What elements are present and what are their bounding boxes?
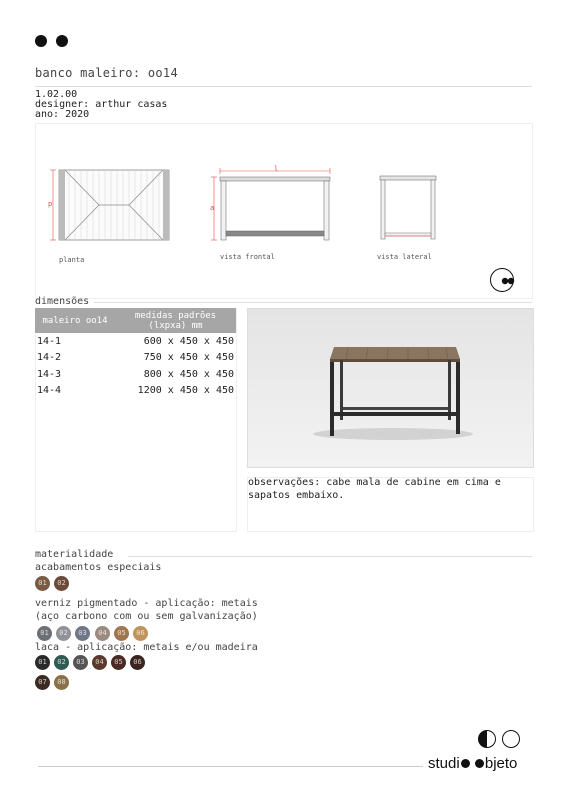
swatch-lacquer-02: 02	[54, 655, 69, 670]
brand-dot-2-icon	[475, 759, 484, 768]
materials-label: materialidade	[35, 549, 114, 560]
material-group-varnish-title-2: (aço carbono com ou sem galvanização)	[35, 611, 258, 622]
row-code: 14-2	[37, 352, 62, 364]
brand-word-part1: studi	[428, 755, 460, 772]
brand-wordmark	[428, 755, 517, 772]
swatch-lacquer-01: 01	[35, 655, 50, 670]
swatch-lacquer-05: 05	[111, 655, 126, 670]
header-size-line2: (lxpxa) mm	[148, 320, 203, 331]
swatch-varnish-01: 01	[37, 626, 52, 641]
page-title: banco maleiro: oo14	[35, 66, 178, 80]
table-row	[35, 383, 236, 400]
bench-image	[248, 309, 533, 467]
year-line: ano: 2020	[35, 109, 90, 120]
brand-word-part2: bjeto	[484, 755, 518, 772]
observations-text: observações: cabe mala de cabine em cima e sapatos embaixo.	[248, 477, 501, 501]
swatch-varnish-06: 06	[133, 626, 148, 641]
title-divider	[35, 86, 532, 87]
plan-drawing	[44, 165, 174, 245]
row-code: 14-3	[37, 368, 62, 380]
dim-label-a: a	[210, 204, 215, 212]
designer-line: designer: arthur casas	[35, 99, 168, 110]
dim-label-p: p	[48, 200, 53, 208]
swatch-varnish-05: 05	[114, 626, 129, 641]
swatch-varnish-02: 02	[56, 626, 71, 641]
table-row	[35, 350, 236, 367]
footer-circle-icon	[501, 729, 521, 749]
swatch-lacquer-03: 03	[73, 655, 88, 670]
logo-dot-left	[35, 35, 47, 47]
table-header-size	[115, 308, 236, 333]
side-view-drawing	[375, 170, 445, 245]
product-code: 1.02.00	[35, 89, 78, 100]
product-photo	[247, 308, 534, 468]
row-code: 14-4	[37, 385, 62, 397]
logo-dot-right	[56, 35, 68, 47]
table-header-model	[35, 308, 115, 333]
swatch-special-02: 02	[54, 576, 69, 591]
material-group-special-title: acabamentos especiais	[35, 562, 162, 573]
front-view-drawing	[205, 165, 335, 245]
row-size: 750 x 450 x 450	[143, 352, 234, 364]
row-size: 600 x 450 x 450	[143, 335, 234, 347]
dimensions-divider	[94, 302, 532, 303]
dimensions-table	[35, 308, 236, 399]
plan-caption: planta	[59, 256, 85, 264]
side-view-caption: vista lateral	[377, 253, 432, 261]
footer-divider	[38, 766, 423, 767]
swatch-lacquer-06: 06	[130, 655, 145, 670]
table-row	[35, 366, 236, 383]
header-size-line1: medidas padrões	[134, 310, 217, 321]
dimensions-label: dimensões	[35, 296, 90, 307]
front-view-caption: vista frontal	[220, 253, 275, 261]
material-group-lacquer-title: laca - aplicação: metais e/ou madeira	[35, 642, 258, 653]
swatch-lacquer-08: 08	[54, 675, 69, 690]
swatch-varnish-03: 03	[75, 626, 90, 641]
swatch-lacquer-04: 04	[92, 655, 107, 670]
dim-label-l: l	[274, 165, 279, 173]
material-group-varnish-title-1: verniz pigmentado - aplicação: metais	[35, 598, 258, 609]
materials-divider	[128, 556, 532, 557]
row-size: 1200 x 450 x 450	[137, 385, 234, 397]
swatch-lacquer-07: 07	[35, 675, 50, 690]
header-model-label: maleiro oo14	[42, 315, 108, 326]
table-row	[35, 333, 236, 350]
swatch-special-01: 01	[35, 576, 50, 591]
brand-emblem-icon	[489, 267, 517, 295]
footer-half-circle-icon	[477, 729, 497, 749]
brand-dot-1-icon	[461, 759, 470, 768]
swatch-varnish-04: 04	[95, 626, 110, 641]
row-size: 800 x 450 x 450	[143, 368, 234, 380]
row-code: 14-1	[37, 335, 62, 347]
